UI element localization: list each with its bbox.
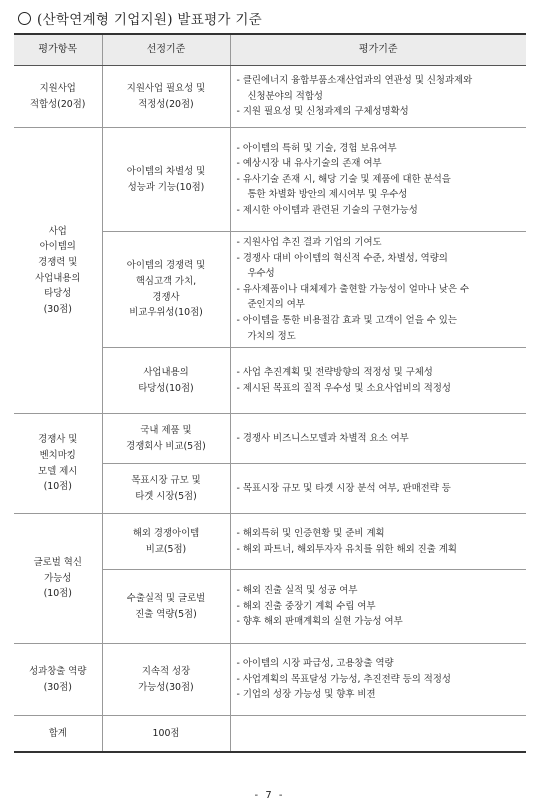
- criteria-bullet-item: - 예상시장 내 유사기술의 존재 여부: [236, 158, 382, 170]
- criterion-text-line: 가능성(30점): [138, 681, 194, 693]
- criteria-bullet-item: - 향후 해외 판매계획의 실현 가능성 여부: [236, 616, 403, 628]
- page-title: [18, 8, 262, 28]
- selection-criterion: [102, 128, 230, 232]
- evaluation-criteria: [230, 348, 526, 414]
- criteria-bullet-item: - 사업계획의 목표달성 가능성, 추진전략 등의 적정성: [236, 673, 451, 685]
- total-label: 합계: [14, 716, 102, 753]
- criteria-bullet-item: - 목표시장 규모 및 타겟 시장 분석 여부, 판매전략 등: [236, 482, 451, 494]
- criterion-text-line: 사업내용의: [143, 367, 189, 379]
- criteria-bullet-item: - 지원사업 추진 결과 기업의 기여도: [236, 237, 382, 248]
- criteria-bullet-item: - 경쟁사 대비 아이템의 혁신적 수준, 차별성, 역량의: [236, 252, 448, 264]
- category-text-line: 사업내용의: [35, 272, 81, 284]
- category-text-line: 성과창출 역량: [29, 666, 87, 678]
- criterion-text-line: 적정성(20점): [138, 98, 194, 110]
- evaluation-criteria: [230, 414, 526, 464]
- criterion-text-line: 타겟 시장(5점): [135, 490, 197, 502]
- criterion-text-line: 수출실적 및 글로벌: [126, 593, 206, 605]
- criteria-bullet-item: - 제시한 아이템과 관련된 기술의 구현가능성: [236, 204, 418, 216]
- total-empty-cell: [230, 716, 526, 753]
- selection-criterion: [102, 348, 230, 414]
- criterion-text-line: 비교우위성(10점): [129, 307, 203, 319]
- category-text-line: (10점): [43, 481, 72, 493]
- criteria-bullet-item: - 아이템의 시장 파급성, 고용창출 역량: [236, 658, 394, 670]
- evaluation-criteria: [230, 570, 526, 644]
- criteria-bullet-item: - 기업의 성장 가능성 및 향후 비젼: [236, 689, 376, 701]
- criteria-bullet-item: - 유사기술 존재 시, 해당 기술 및 제품에 대한 분석을: [236, 173, 451, 185]
- criterion-text-line: 경쟁사: [152, 291, 180, 303]
- criterion-text-line: 아이템의 차별성 및: [126, 165, 206, 177]
- evaluation-category: [14, 414, 102, 514]
- circle-bullet-icon: [18, 12, 31, 25]
- criterion-text-line: 해외 경쟁아이템: [132, 528, 200, 540]
- criteria-bullet-item: - 아이템의 특허 및 기술, 경험 보유여부: [236, 142, 397, 154]
- criteria-bullet-item: 준인지의 여부: [247, 299, 305, 311]
- criteria-bullet-item: - 사업 추진계획 및 전략방향의 적정성 및 구체성: [236, 367, 433, 379]
- criterion-text-line: 진출 역량(5점): [135, 608, 197, 620]
- evaluation-category: [14, 128, 102, 414]
- table-row: [14, 66, 526, 128]
- category-text-line: (30점): [43, 681, 72, 693]
- criterion-text-line: 타당성(10점): [138, 382, 194, 394]
- total-row: [14, 716, 526, 753]
- selection-criterion: [102, 464, 230, 514]
- criterion-text-line: 국내 제품 및: [140, 425, 192, 437]
- criteria-bullet-item: - 해외 파트너, 해외투자자 유치를 위한 해외 진출 계획: [236, 543, 457, 555]
- category-text-line: 가능성: [44, 572, 72, 584]
- evaluation-criteria: [230, 464, 526, 514]
- category-text-line: 지원사업: [39, 82, 76, 94]
- category-text-line: (30점): [43, 303, 72, 315]
- table-header-row: [14, 34, 526, 66]
- total-value: 100점: [102, 716, 230, 753]
- header-evaluation: 평가기준: [230, 34, 526, 66]
- criterion-text-line: 성능과 기능(10점): [127, 181, 205, 193]
- criteria-bullet-item: 우수성: [247, 268, 275, 280]
- category-text-line: 경쟁사 및: [38, 434, 78, 446]
- selection-criterion: [102, 414, 230, 464]
- selection-criterion: [102, 570, 230, 644]
- criteria-bullet-item: - 아이템을 통한 비용절감 효과 및 고객이 얻을 수 있는: [236, 314, 457, 326]
- criterion-text-line: 핵심고객 가치,: [135, 275, 197, 287]
- category-text-line: 글로벌 혁신: [33, 557, 82, 569]
- evaluation-criteria: [230, 66, 526, 128]
- criteria-bullet-item: 가치의 정도: [247, 330, 296, 342]
- category-text-line: 벤치마킹: [39, 450, 76, 462]
- table-row: [14, 514, 526, 570]
- criterion-text-line: 아이템의 경쟁력 및: [126, 260, 206, 272]
- criteria-bullet-item: - 유사제품이나 대체제가 출현할 가능성이 얼마나 낮은 수: [236, 283, 470, 295]
- category-text-line: 경쟁력 및: [38, 256, 78, 268]
- header-criterion: 선정기준: [102, 34, 230, 66]
- criteria-bullet-item: - 해외 진출 중장기 계획 수립 여부: [236, 600, 376, 612]
- criteria-bullet-item: - 클린에너지 융합부품소재산업과의 연관성 및 신청과제와: [236, 75, 473, 87]
- criterion-text-line: 비교(5점): [145, 543, 187, 555]
- evaluation-criteria: [230, 644, 526, 716]
- criterion-text-line: 지속적 성장: [141, 666, 191, 678]
- selection-criterion: [102, 514, 230, 570]
- table-row: [14, 128, 526, 232]
- evaluation-table: [14, 33, 526, 753]
- criterion-text-line: 지원사업 필요성 및: [126, 82, 206, 94]
- evaluation-category: [14, 644, 102, 716]
- criteria-bullet-item: 신청분야의 적합성: [247, 90, 323, 102]
- title-text: (산학연계형 기업지원) 발표평가 기준: [37, 12, 263, 28]
- selection-criterion: [102, 644, 230, 716]
- category-text-line: 타당성: [44, 288, 72, 300]
- table-body: [14, 66, 526, 753]
- header-category: 평가항목: [14, 34, 102, 66]
- category-text-line: 모델 제시: [38, 465, 78, 477]
- table-row: [14, 414, 526, 464]
- evaluation-category: [14, 66, 102, 128]
- criterion-text-line: 목표시장 규모 및: [131, 475, 201, 487]
- category-text-line: 사업: [48, 225, 67, 237]
- criteria-bullet-item: - 해외 진출 실적 및 성공 여부: [236, 585, 358, 597]
- evaluation-criteria: [230, 128, 526, 232]
- category-text-line: (10점): [43, 588, 72, 600]
- category-text-line: 적합성(20점): [30, 98, 86, 110]
- criteria-bullet-item: - 경쟁사 비즈니스모델과 차별적 요소 여부: [236, 432, 409, 444]
- evaluation-criteria: [230, 514, 526, 570]
- criterion-text-line: 경쟁회사 비교(5점): [126, 440, 206, 452]
- criteria-bullet-item: - 해외특허 및 인증현황 및 준비 계획: [236, 528, 385, 540]
- table-row: [14, 644, 526, 716]
- criteria-bullet-item: - 제시된 목표의 질적 우수성 및 소요사업비의 적정성: [236, 382, 451, 394]
- selection-criterion: [102, 232, 230, 348]
- criteria-bullet-item: - 지원 필요성 및 신청과제의 구체성명확성: [236, 106, 409, 118]
- criteria-bullet-item: 통한 차별화 방안의 제시여부 및 우수성: [247, 189, 408, 201]
- evaluation-criteria: [230, 232, 526, 348]
- page-number: - 7 -: [254, 790, 285, 801]
- category-text-line: 아이템의: [39, 241, 76, 253]
- evaluation-category: [14, 514, 102, 644]
- selection-criterion: [102, 66, 230, 128]
